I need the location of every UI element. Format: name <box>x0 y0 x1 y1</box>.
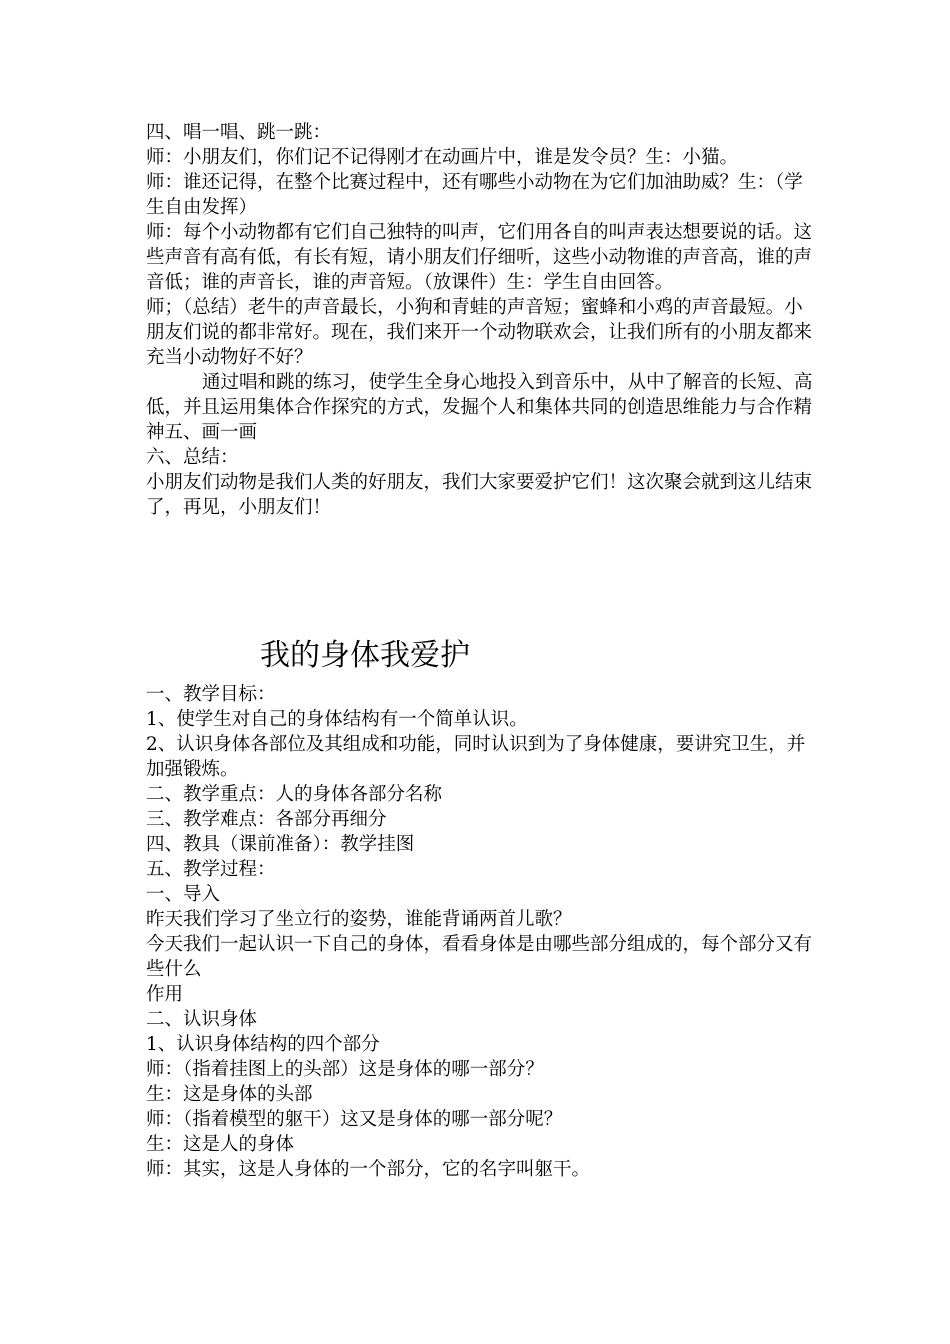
paragraph: 小朋友们动物是我们人类的好朋友，我们大家要爱护它们！这次聚会就到这儿结束了，再见，小朋友们！ <box>146 472 813 518</box>
paragraph: 六、总结： <box>146 447 239 468</box>
document-title: 我的身体我爱护 <box>260 638 470 673</box>
paragraph: 师：每个小动物都有它们自己独特的叫声，它们用各自的叫声表达想要说的话。这些声音有高有低，有长有短，请小朋友们仔细听，这些小动物谁的声音高，谁的声音低；谁的声音长，谁的声音短。（放课件）生：学生自由回答。 <box>146 222 813 293</box>
paragraph: 师：其实，这是人身体的一个部分，它的名字叫躯干。 <box>146 1159 591 1180</box>
paragraph: 四、教具（课前准备）：教学挂图 <box>146 834 415 855</box>
paragraph: 一、教学目标： <box>146 684 276 705</box>
paragraph: 昨天我们学习了坐立行的姿势，谁能背诵两首儿歌？ <box>146 909 572 930</box>
paragraph: 生：这是身体的头部 <box>146 1084 313 1105</box>
paragraph: 通过唱和跳的练习，使学生全身心地投入到音乐中，从中了解音的长短、高低，并且运用集体合作探究的方式，发掘个人和集体共同的创造思维能力与合作精神五、画一画 <box>146 372 813 443</box>
paragraph: 师；（总结）老牛的声音最长，小狗和青蛙的声音短；蜜蜂和小鸡的声音最短。小朋友们说的都非常好。现在，我们来开一个动物联欢会，让我们所有的小朋友都来充当小动物好不好？ <box>146 297 813 368</box>
paragraph: 师：（指着挂图上的头部）这是身体的哪一部分？ <box>146 1059 544 1080</box>
paragraph: 二、认识身体 <box>146 1009 258 1030</box>
paragraph: 一、导入 <box>146 884 221 905</box>
paragraph: 四、唱一唱、跳一跳： <box>146 122 332 143</box>
section-body-care <box>146 636 818 1182</box>
paragraph: 1、使学生对自己的身体结构有一个简单认识。 <box>146 709 528 730</box>
paragraph: 1、认识身体结构的四个部分 <box>146 1034 380 1055</box>
section-gap <box>146 520 818 636</box>
paragraph: 今天我们一起认识一下自己的身体，看看身体是由哪些部分组成的，每个部分又有些什么 <box>146 934 813 980</box>
paragraph: 二、教学重点：人的身体各部分名称 <box>146 784 443 805</box>
paragraph: 2、认识身体各部位及其组成和功能，同时认识到为了身体健康，要讲究卫生，并加强锻炼。 <box>146 734 806 780</box>
document-page <box>146 120 818 1182</box>
paragraph: 作用 <box>146 984 184 1005</box>
paragraph: 师：谁还记得，在整个比赛过程中，还有哪些小动物在为它们加油助威？生：（学生自由发挥） <box>146 172 803 218</box>
section-singing-dancing <box>146 120 818 520</box>
paragraph: 师：小朋友们，你们记不记得刚才在动画片中，谁是发令员？生：小猫。 <box>146 147 739 168</box>
paragraph: 三、教学难点：各部分再细分 <box>146 809 387 830</box>
paragraph: 师：（指着模型的躯干）这又是身体的哪一部分呢？ <box>146 1109 563 1130</box>
paragraph: 五、教学过程： <box>146 859 276 880</box>
paragraph: 生：这是人的身体 <box>146 1134 295 1155</box>
